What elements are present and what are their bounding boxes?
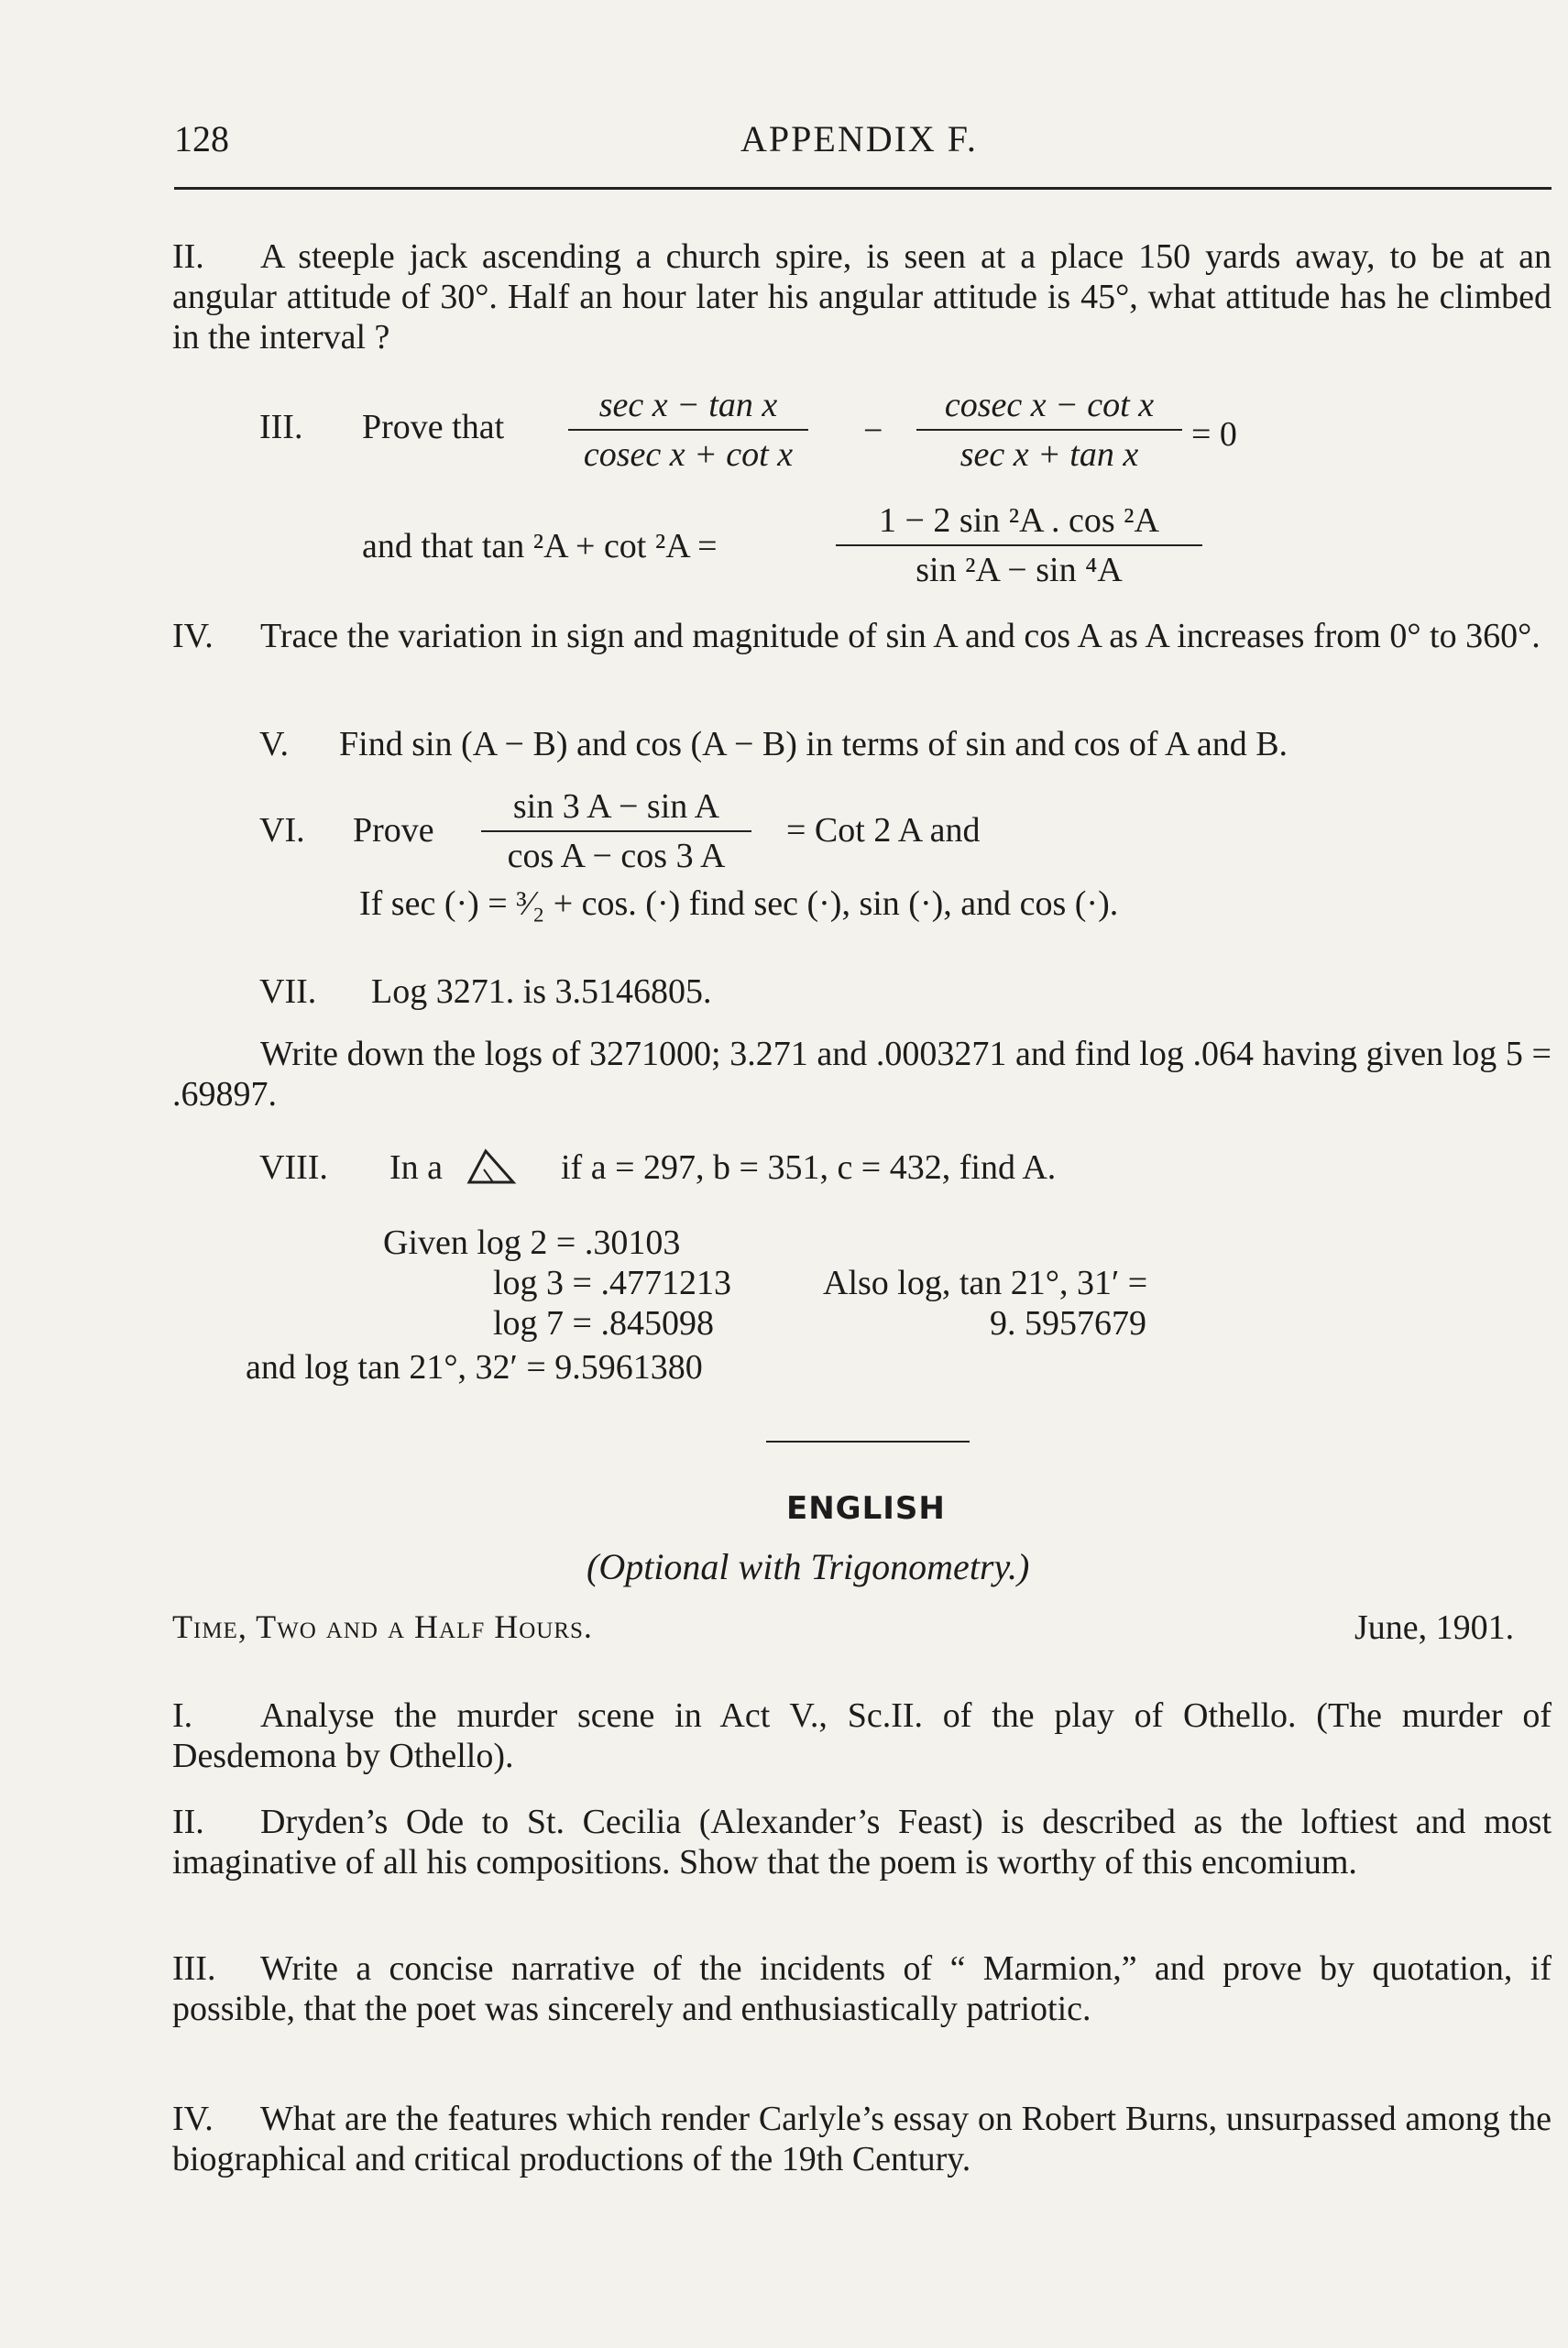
question-text: Analyse the murder scene in Act V., Sc.II. of the play of Othello. (The murder of Desdemona by Othello). [172,1696,1552,1775]
question-text: Dryden’s Ode to St. Cecilia (Alexander’s Feast) is described as the loftiest and most imaginative of all his compositions. Show that the poem is worthy of this encomium. [172,1803,1552,1882]
question-number: VII. [259,972,317,1011]
fraction-denominator: sin ²A − sin ⁴A [916,551,1123,589]
header-rule [174,187,1552,190]
fraction-sec-tan [568,385,808,475]
fraction-cosec-cot [916,385,1182,475]
fraction-numerator: 1 − 2 sin ²A . cos ²A [836,500,1202,546]
page-header-title: APPENDIX F. [740,118,978,159]
question-number: II. [172,1803,204,1841]
question-text: Find sin (A − B) and cos (A − B) in terms of sin and cos of A and B. [339,725,1288,763]
trig-question-4 [172,616,1552,656]
fraction-sin-cos [481,786,751,876]
trig-question-2 [172,236,1552,357]
question-number: IV. [172,2100,214,2138]
fraction-denominator: cos A − cos 3 A [507,837,726,875]
exam-date: June, 1901. [1354,1608,1515,1647]
question-number: V. [259,725,290,763]
question-text-a: In a [389,1148,444,1187]
fraction-tan-cot [836,500,1202,590]
exam-duration: Time, Two and a Half Hours. [172,1608,593,1645]
and-that-label: and that tan ²A + cot ²A = [362,527,718,565]
fraction-denominator: cosec x + cot x [583,435,794,474]
given-log-7: log 7 = .845098 [493,1304,714,1343]
minus-sign: − [863,411,883,450]
question-text: Write down the logs of 3271000; 3.271 and .0003271 and find log .064 having given log 5 = .69897. [172,1035,1552,1114]
fraction-numerator: sin 3 A − sin A [481,786,751,832]
question-text: Write a concise narrative of the incidents of “ Marmion,” and prove by quotation, if possible, that the poet was sincerely and enthusiastically patriotic. [172,1949,1552,2028]
fraction-denominator: sec x + tan x [959,435,1139,474]
given-log-3: log 3 = .4771213 [493,1264,731,1302]
equals-zero: = 0 [1191,415,1237,454]
question-number: IV. [172,617,214,655]
section-divider [766,1441,970,1443]
question-number: III. [259,408,303,446]
prove-label: Prove [353,811,434,850]
triangle-icon [466,1146,517,1186]
log-tan-21-32: and log tan 21°, 32′ = 9.5961380 [246,1348,703,1387]
question-number: VIII. [259,1148,328,1187]
also-log-tan: Also log, tan 21°, 31′ = [823,1264,1148,1302]
question-text-b: if a = 297, b = 351, c = 432, find A. [561,1148,1057,1187]
section-subtitle: (Optional with Trigonometry.) [587,1546,1030,1587]
question-text: Trace the variation in sign and magnitude of sin A and cos A as A increases from 0° to 360°. [260,617,1541,655]
question-text: What are the features which render Carlyle’s essay on Robert Burns, unsurpassed among the biographical and critical productions of the 19th Century. [172,2100,1552,2178]
english-question-2 [172,1802,1552,1882]
trig-question-7-body [172,1034,1552,1114]
also-log-tan-value: 9. 5957679 [990,1304,1146,1343]
question-number: I. [172,1696,193,1735]
prove-that-label: Prove that [362,408,505,446]
given-log-2: Given log 2 = .30103 [383,1223,681,1262]
question-number: III. [172,1949,216,1988]
fraction-numerator: cosec x − cot x [916,385,1182,431]
question-line: Log 3271. is 3.5146805. [371,972,712,1011]
english-question-1 [172,1695,1552,1776]
english-question-4 [172,2099,1552,2179]
question-number: II. [172,237,204,276]
question-text: A steeple jack ascending a church spire, is seen at a place 150 yards away, to be at an angular attitude of 30°. Half an hour later his angular attitude is 45°, what attitude has he climbed in the interval ? [172,237,1552,357]
fraction-numerator: sec x − tan x [568,385,808,431]
english-question-3 [172,1948,1552,2029]
question-line: If sec (·) = ³⁄₂ + cos. (·) find sec (·), sin (·), and cos (·). [359,884,1119,923]
section-title: ENGLISH [786,1490,946,1527]
question-number: VI. [259,811,305,850]
equation-rhs: = Cot 2 A and [786,811,981,850]
page-number: 128 [174,118,229,159]
